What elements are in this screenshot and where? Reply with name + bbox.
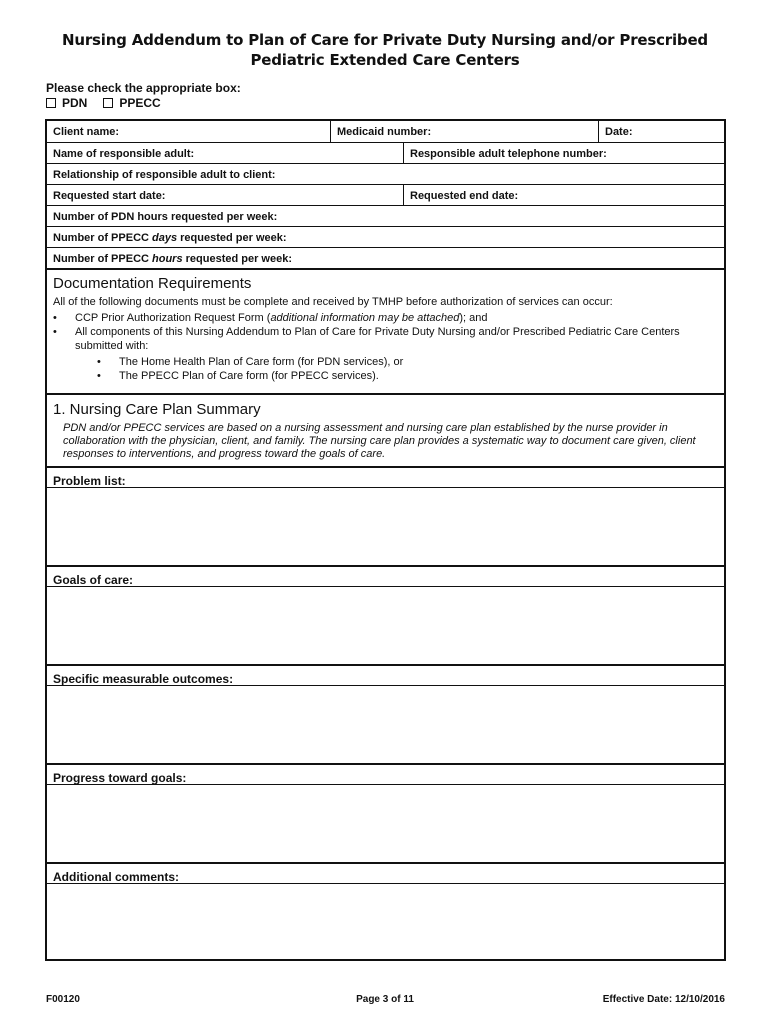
bullet2-text: All components of this Nursing Addendum to Plan of Care for Private Duty Nursing and/or Prescribed Pediatric Care Centers submitted with:	[75, 326, 680, 352]
ppecc-hours-label-post: requested per week:	[182, 253, 293, 265]
effective-date: Effective Date: 12/10/2016	[602, 994, 725, 1005]
responsible-adult-phone-field[interactable]: Responsible adult telephone number:	[403, 143, 724, 163]
ppecc-hours-label-pre: Number of PPECC	[53, 253, 153, 265]
row-client-info	[47, 121, 724, 143]
bullet1-post: ); and	[459, 312, 488, 324]
page-number: Page 3 of 11	[356, 994, 414, 1005]
program-checkbox-group	[46, 96, 177, 110]
row-ppecc-days	[47, 227, 724, 248]
documentation-requirements-section	[47, 271, 724, 395]
row-dates	[47, 185, 724, 206]
problem-list-input[interactable]	[47, 488, 724, 567]
date-field[interactable]: Date:	[598, 121, 724, 142]
medicaid-number-field[interactable]: Medicaid number:	[330, 121, 598, 142]
relationship-field[interactable]: Relationship of responsible adult to client:	[53, 169, 276, 181]
progress-toward-goals-input[interactable]	[47, 785, 724, 864]
sub-list-item: • The PPECC Plan of Care form (for PPECC services).	[97, 369, 724, 383]
additional-comments-input[interactable]	[47, 884, 724, 959]
ppecc-days-label-pre: Number of PPECC	[53, 232, 153, 244]
problem-list-label: Problem list:	[47, 470, 724, 488]
client-name-field[interactable]: Client name:	[53, 126, 120, 138]
nursing-care-plan-summary-section	[47, 397, 724, 468]
documentation-intro: All of the following documents must be complete and received by TMHP before authorization of services can occur:	[53, 296, 613, 308]
ppecc-checkbox-label: PPECC	[119, 96, 161, 110]
list-item	[53, 311, 724, 325]
form-frame	[45, 119, 726, 961]
ppecc-checkbox[interactable]	[103, 98, 113, 108]
ppecc-hours-label-em: hours	[152, 253, 183, 265]
start-date-field[interactable]: Requested start date:	[53, 190, 166, 202]
page-title	[30, 30, 740, 70]
row-responsible-adult	[47, 143, 724, 164]
summary-heading: 1. Nursing Care Plan Summary	[53, 401, 261, 418]
measurable-outcomes-input[interactable]	[47, 686, 724, 765]
measurable-outcomes-label: Specific measurable outcomes:	[47, 668, 724, 686]
ppecc-days-label-post: requested per week:	[177, 232, 287, 244]
form-id: F00120	[46, 994, 80, 1005]
title-line-1: Nursing Addendum to Plan of Care for Private Duty Nursing and/or Prescribed	[62, 31, 708, 49]
responsible-adult-name-field[interactable]: Name of responsible adult:	[53, 148, 195, 160]
row-ppecc-hours	[47, 248, 724, 270]
list-item	[53, 325, 724, 383]
goals-of-care-input[interactable]	[47, 587, 724, 666]
summary-text: PDN and/or PPECC services are based on a nursing assessment and nursing care plan established by the nurse provider in collaboration with the physician, client, and family. The nursing care plan provides a systematic way to document care given, client responses to interventions, and progress toward the goals of care.	[63, 422, 696, 460]
pdn-checkbox[interactable]	[46, 98, 56, 108]
progress-toward-goals-label: Progress toward goals:	[47, 767, 724, 785]
pdn-checkbox-label: PDN	[62, 96, 88, 110]
sub-list-item: • The Home Health Plan of Care form (for PDN services), or	[97, 355, 724, 369]
row-relationship	[47, 164, 724, 185]
sub-list	[75, 355, 724, 383]
checkbox-prompt: Please check the appropriate box:	[46, 81, 241, 95]
end-date-field[interactable]: Requested end date:	[403, 185, 724, 205]
ppecc-hours-field[interactable]	[47, 248, 724, 268]
bullet1-em: additional information may be attached	[270, 312, 460, 324]
bullet1-pre: CCP Prior Authorization Request Form (	[75, 312, 271, 324]
title-line-2: Pediatric Extended Care Centers	[250, 51, 520, 69]
ppecc-days-label-em: days	[152, 232, 178, 244]
additional-comments-label: Additional comments:	[47, 866, 724, 884]
goals-of-care-label: Goals of care:	[47, 569, 724, 587]
ppecc-days-field[interactable]	[47, 227, 724, 247]
documentation-list	[47, 311, 724, 383]
documentation-heading: Documentation Requirements	[53, 275, 252, 292]
row-pdn-hours	[47, 206, 724, 227]
pdn-hours-field[interactable]: Number of PDN hours requested per week:	[53, 211, 278, 223]
